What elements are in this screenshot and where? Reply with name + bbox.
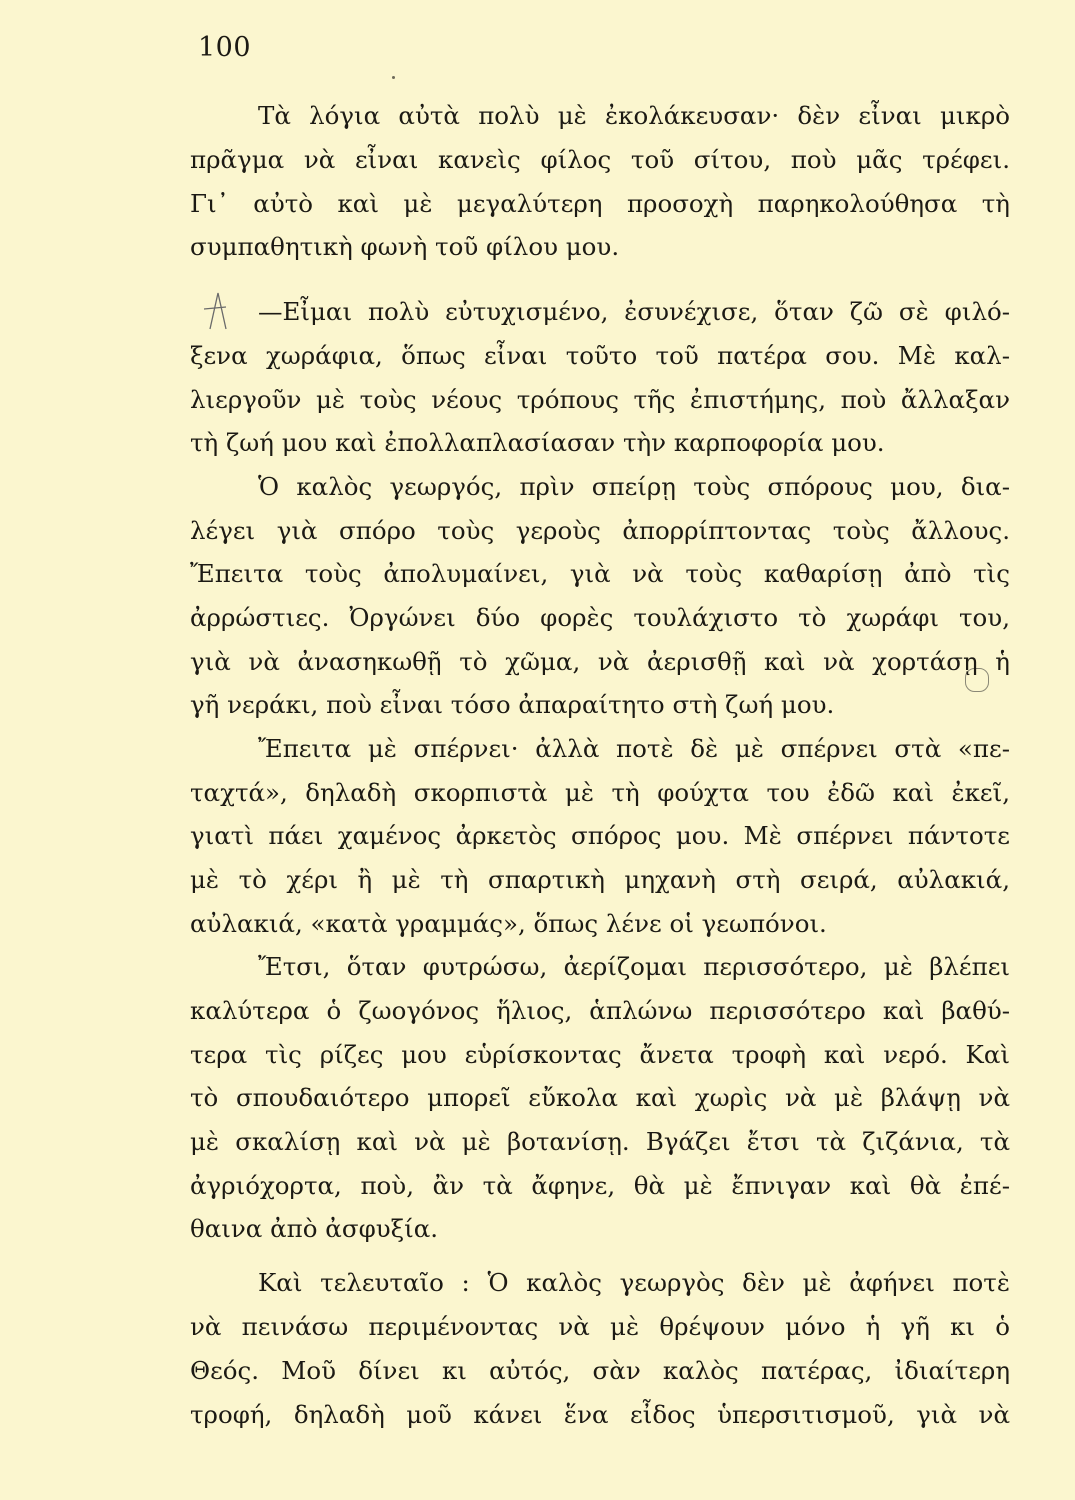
paper-speck — [392, 76, 395, 79]
text-line-4: συμπαθητικὴ φωνὴ τοῦ φίλου μου. — [190, 232, 620, 261]
text-line-14: γῆ νεράκι, ποὺ εἶναι τόσο ἀπαραίτητο στὴ ζωή μου. — [190, 690, 835, 719]
text-line-20: Ἔτσι, ὅταν φυτρώσω, ἀερίζομαι περισσότερο, μὲ βλέπει — [258, 952, 1010, 981]
text-line-22: τερα τὶς ρίζες μου εὑρίσκοντας ἄνετα τροφὴ καὶ νερό. Καὶ — [190, 1040, 1010, 1069]
text-line-13: γιὰ νὰ ἀνασηκωθῇ τὸ χῶμα, νὰ ἀερισθῇ καὶ νὰ χορτάσῃ ἡ — [190, 647, 1010, 676]
text-line-19: αὐλακιά, «κατὰ γραμμάς», ὅπως λένε οἱ γεωπόνοι. — [190, 909, 827, 938]
text-line-11: Ἔπειτα τοὺς ἀπολυμαίνει, γιὰ νὰ τοὺς καθαρίσῃ ἀπὸ τὶς — [190, 559, 1010, 588]
text-line-3: Γι᾽ αὐτὸ καὶ μὲ μεγαλύτερη προσοχὴ παρηκολούθησα τὴ — [190, 189, 1010, 218]
text-line-18: μὲ τὸ χέρι ἢ μὲ τὴ σπαρτικὴ μηχανὴ στὴ σειρά, αὐλακιά, — [190, 865, 1010, 894]
text-line-2: πρᾶγμα νὰ εἶναι κανεὶς φίλος τοῦ σίτου, ποὺ μᾶς τρέφει. — [190, 145, 1010, 174]
handwritten-pencil-mark — [196, 285, 236, 335]
text-line-5: —Εἶμαι πολὺ εὐτυχισμένο, ἐσυνέχισε, ὅταν ζῶ σὲ φιλό- — [258, 297, 1010, 326]
text-line-7: λιεργοῦν μὲ τοὺς νέους τρόπους τῆς ἐπιστήμης, ποὺ ἄλλαξαν — [190, 385, 1010, 414]
text-line-8: τὴ ζωή μου καὶ ἐπολλαπλασίασαν τὴν καρποφορία μου. — [190, 428, 885, 457]
page-number: 100 — [198, 32, 252, 63]
text-line-10: λέγει γιὰ σπόρο τοὺς γεροὺς ἀπορρίπτοντας τοὺς ἄλλους. — [190, 516, 1010, 545]
text-line-26: θαινα ἀπὸ ἀσφυξία. — [190, 1214, 439, 1243]
text-line-21: καλύτερα ὁ ζωογόνος ἥλιος, ἁπλώνω περισσότερο καὶ βαθύ- — [190, 996, 1010, 1025]
text-line-17: γιατὶ πάει χαμένος ἀρκετὸς σπόρος μου. Μὲ σπέρνει πάντοτε — [190, 821, 1010, 850]
text-line-30: τροφή, δηλαδὴ μοῦ κάνει ἕνα εἶδος ὑπερσιτισμοῦ, γιὰ νὰ — [190, 1400, 1010, 1429]
text-line-1: Τὰ λόγια αὐτὰ πολὺ μὲ ἐκολάκευσαν· δὲν εἶναι μικρὸ — [258, 101, 1010, 130]
text-line-27: Καὶ τελευταῖο : Ὁ καλὸς γεωργὸς δὲν μὲ ἀφήνει ποτὲ — [258, 1268, 1010, 1297]
text-line-29: Θεός. Μοῦ δίνει κι αὐτός, σὰν καλὸς πατέρας, ἰδιαίτερη — [190, 1356, 1010, 1385]
text-line-6: ξενα χωράφια, ὅπως εἶναι τοῦτο τοῦ πατέρα σου. Μὲ καλ- — [190, 341, 1010, 370]
text-line-9: Ὁ καλὸς γεωργός, πρὶν σπείρῃ τοὺς σπόρους μου, δια- — [258, 472, 1010, 501]
text-line-28: νὰ πεινάσω περιμένοντας νὰ μὲ θρέψουν μόνο ἡ γῆ κι ὁ — [190, 1312, 1010, 1341]
text-line-16: ταχτά», δηλαδὴ σκορπιστὰ μὲ τὴ φούχτα του ἐδῶ καὶ ἐκεῖ, — [190, 778, 1010, 807]
text-line-24: μὲ σκαλίσῃ καὶ νὰ μὲ βοτανίσῃ. Βγάζει ἔτσι τὰ ζιζάνια, τὰ — [190, 1127, 1010, 1156]
text-line-12: ἀρρώστιες. Ὀργώνει δύο φορὲς τουλάχιστο τὸ χωράφι του, — [190, 603, 1010, 632]
text-line-15: Ἔπειτα μὲ σπέρνει· ἀλλὰ ποτὲ δὲ μὲ σπέρνει στὰ «πε- — [258, 734, 1010, 763]
text-line-25: ἀγριόχορτα, ποὺ, ἂν τὰ ἄφηνε, θὰ μὲ ἔπνιγαν καὶ θὰ ἐπέ- — [190, 1171, 1010, 1200]
text-line-23: τὸ σπουδαιότερο μπορεῖ εὔκολα καὶ χωρὶς νὰ μὲ βλάψῃ νὰ — [190, 1083, 1010, 1112]
